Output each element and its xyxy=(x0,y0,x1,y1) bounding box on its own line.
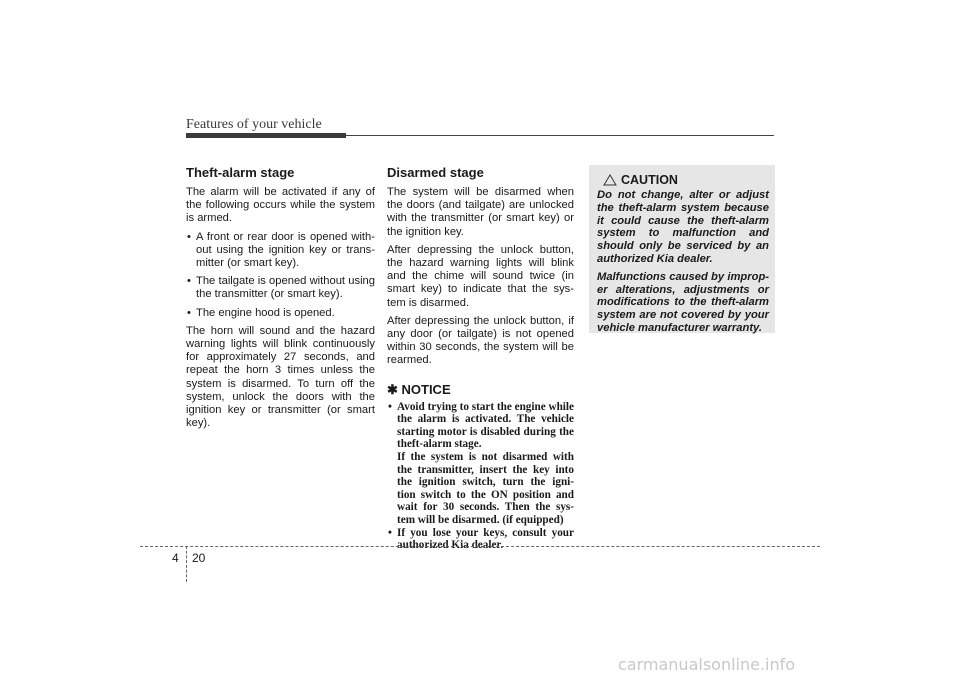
caution-heading: CAUTION xyxy=(621,173,678,187)
header-bar xyxy=(186,133,346,138)
notice-heading: ✱ NOTICE xyxy=(387,381,451,397)
header-title: Features of your vehicle xyxy=(186,117,322,132)
list-item: If the system is not disarmed with the transmitter, insert the key into the ignition switch, turn the igni- tion switch to the ON position and wait for 30 seconds. Then the sys- tem will be disarmed. (if equipped) xyxy=(397,451,574,526)
footer-divider xyxy=(140,546,820,547)
column-theft-alarm xyxy=(186,165,375,435)
warning-triangle-icon xyxy=(603,174,617,186)
list-item: • Avoid trying to start the engine while the alarm is activated. The vehicle starting motor is disabled during the theft-alarm stage. xyxy=(387,401,574,451)
caution-header xyxy=(603,173,769,187)
caution-box xyxy=(589,165,775,333)
column-disarmed xyxy=(387,165,574,557)
list-item: • The tailgate is opened without using the transmitter (or smart key). xyxy=(186,275,375,301)
header-rule xyxy=(346,135,774,136)
list-item: • A front or rear door is opened with- out using the ignition key or trans- mitter (or smart key). xyxy=(186,231,375,271)
footer-vertical-divider xyxy=(186,546,187,582)
watermark: carmanualsonline.info xyxy=(618,655,796,674)
disarmed-paragraph: The system will be disarmed when the doors (and tailgate) are unlocked with the transmitter (or smart key) or the ignition key. xyxy=(387,186,574,238)
disarmed-paragraph: After depressing the unlock button, if any door (or tailgate) is not opened within 30 seconds, the system will be rearmed. xyxy=(387,314,574,367)
section-number: 4 xyxy=(172,551,179,565)
caution-paragraph: Malfunctions caused by improp- er alterations, adjustments or modifications to the theft-alarm system are not covered by your vehicle manufacturer warranty. xyxy=(597,270,769,334)
disarmed-paragraph: After depressing the unlock button, the hazard warning lights will blink and the chime will sound twice (in smart key) to indicate that the sys- tem is disarmed. xyxy=(387,243,574,309)
page-number: 20 xyxy=(192,551,206,565)
caution-paragraph: Do not change, alter or adjust the theft-alarm system because it could cause the theft-alarm system to malfunction and should only be serviced by an authorized Kia dealer. xyxy=(597,189,769,265)
list-item: • The engine hood is opened. xyxy=(186,307,375,320)
theft-alarm-heading: Theft-alarm stage xyxy=(186,165,295,180)
list-item: • If you lose your keys, consult your authorized Kia dealer. xyxy=(387,527,574,552)
disarmed-heading: Disarmed stage xyxy=(387,165,484,180)
theft-alarm-bullets xyxy=(186,231,375,320)
theft-alarm-body: The horn will sound and the hazard warning lights will blink continuously for approximately 27 seconds, and repeat the horn 3 times unless the system is disarmed. To turn off the system, unlock the doors with the ignition key or transmitter (or smart key). xyxy=(186,324,375,430)
notice-list xyxy=(387,401,574,552)
theft-alarm-intro: The alarm will be activated if any of the following occurs while the system is armed. xyxy=(186,186,375,225)
